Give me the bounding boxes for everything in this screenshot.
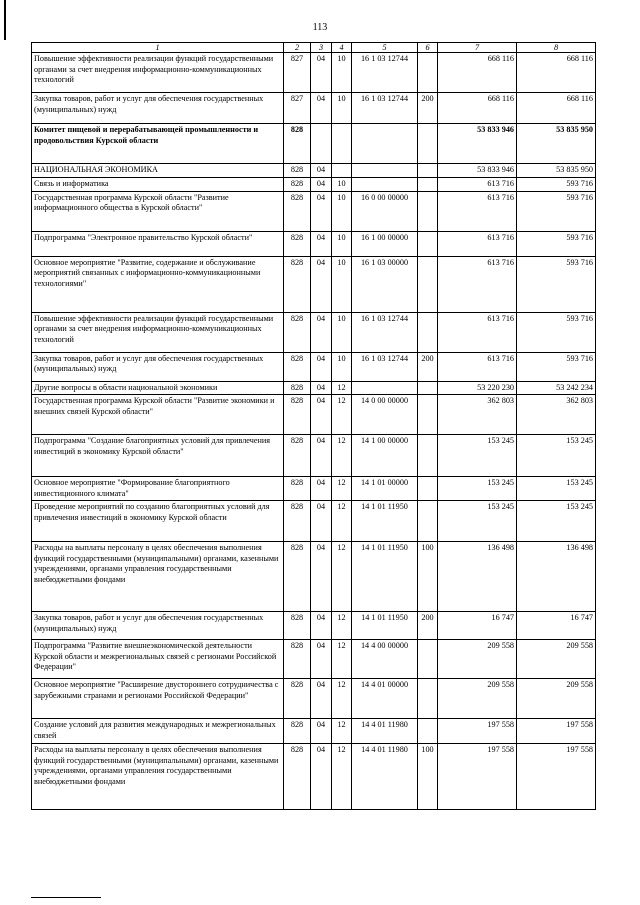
table-row — [32, 719, 596, 744]
row-subsection: 10 — [332, 312, 352, 352]
row-expense-type — [418, 256, 438, 312]
row-amount-year2: 668 116 — [517, 93, 596, 124]
row-admin-code: 828 — [284, 231, 311, 256]
row-amount-year1: 668 116 — [438, 53, 517, 93]
row-expense-type — [418, 178, 438, 192]
row-section: 04 — [311, 53, 332, 93]
row-target-article: 14 4 00 00000 — [352, 640, 418, 679]
row-amount-year1: 53 833 946 — [438, 164, 517, 178]
row-admin-code: 828 — [284, 178, 311, 192]
row-target-article: 16 1 03 12744 — [352, 53, 418, 93]
row-target-article — [352, 124, 418, 164]
row-amount-year1: 209 558 — [438, 679, 517, 719]
table-row — [32, 501, 596, 542]
row-section: 04 — [311, 352, 332, 381]
row-amount-year1: 53 220 230 — [438, 381, 517, 395]
row-section: 04 — [311, 312, 332, 352]
row-target-article — [352, 178, 418, 192]
row-expense-type: 100 — [418, 744, 438, 810]
row-expense-type — [418, 719, 438, 744]
row-amount-year2: 209 558 — [517, 640, 596, 679]
row-section: 04 — [311, 256, 332, 312]
row-amount-year1: 53 833 946 — [438, 124, 517, 164]
row-name: Расходы на выплаты персоналу в целях обеспечения выполнения функций государственными (муниципальными) органами, казенными учреждениями, органами управления государственными внебюджетными фондами — [32, 542, 284, 612]
column-header: 1 — [32, 43, 284, 53]
row-subsection: 10 — [332, 93, 352, 124]
row-amount-year2: 362 803 — [517, 395, 596, 435]
row-expense-type — [418, 435, 438, 477]
row-subsection: 12 — [332, 435, 352, 477]
row-subsection: 10 — [332, 53, 352, 93]
row-target-article: 16 1 03 12744 — [352, 312, 418, 352]
row-amount-year2: 53 835 950 — [517, 124, 596, 164]
column-header: 5 — [352, 43, 418, 53]
row-subsection: 12 — [332, 640, 352, 679]
row-amount-year2: 593 716 — [517, 231, 596, 256]
row-amount-year1: 153 245 — [438, 435, 517, 477]
table-row — [32, 191, 596, 231]
row-name: Основное мероприятие "Развитие, содержание и обслуживание мероприятий связанных с информационно-коммуникационными технологиями" — [32, 256, 284, 312]
row-amount-year2: 53 835 950 — [517, 164, 596, 178]
row-section: 04 — [311, 435, 332, 477]
row-subsection: 12 — [332, 744, 352, 810]
row-target-article: 16 1 03 12744 — [352, 93, 418, 124]
row-name: Подпрограмма "Создание благоприятных условий для привлечения инвестиций в экономику Курской области" — [32, 435, 284, 477]
row-amount-year1: 613 716 — [438, 178, 517, 192]
row-admin-code: 828 — [284, 352, 311, 381]
row-admin-code: 827 — [284, 53, 311, 93]
row-subsection: 10 — [332, 231, 352, 256]
row-admin-code: 828 — [284, 679, 311, 719]
row-amount-year2: 197 558 — [517, 719, 596, 744]
row-expense-type: 200 — [418, 612, 438, 640]
row-expense-type — [418, 191, 438, 231]
row-subsection — [332, 164, 352, 178]
table-header-row — [32, 43, 596, 53]
row-amount-year1: 613 716 — [438, 191, 517, 231]
row-expense-type — [418, 501, 438, 542]
row-amount-year1: 136 498 — [438, 542, 517, 612]
row-target-article: 14 1 01 11950 — [352, 501, 418, 542]
row-admin-code: 828 — [284, 124, 311, 164]
row-admin-code: 828 — [284, 435, 311, 477]
budget-table — [31, 42, 596, 810]
column-header: 2 — [284, 43, 311, 53]
row-amount-year2: 136 498 — [517, 542, 596, 612]
row-amount-year2: 668 116 — [517, 53, 596, 93]
row-amount-year1: 153 245 — [438, 501, 517, 542]
table-row — [32, 124, 596, 164]
row-name: Связь и информатика — [32, 178, 284, 192]
table-row — [32, 395, 596, 435]
row-subsection: 12 — [332, 477, 352, 501]
footer-rule — [31, 897, 101, 898]
table-row — [32, 640, 596, 679]
row-amount-year1: 613 716 — [438, 352, 517, 381]
row-amount-year1: 613 716 — [438, 312, 517, 352]
row-amount-year2: 153 245 — [517, 477, 596, 501]
row-name: Государственная программа Курской области "Развитие информационного общества в Курской области" — [32, 191, 284, 231]
row-section: 04 — [311, 744, 332, 810]
left-margin-line — [4, 0, 6, 40]
row-admin-code: 828 — [284, 719, 311, 744]
row-amount-year2: 593 716 — [517, 256, 596, 312]
row-target-article: 16 1 03 12744 — [352, 352, 418, 381]
row-target-article: 14 1 01 11950 — [352, 612, 418, 640]
row-section: 04 — [311, 164, 332, 178]
row-name: Подпрограмма "Развитие внешнеэкономической деятельности Курской области и межрегиональных связей с регионами Российской Федерации" — [32, 640, 284, 679]
row-admin-code: 828 — [284, 381, 311, 395]
row-name: Повышение эффективности реализации функций государственными органами за счет внедрения информационно-коммуникационных технологий — [32, 53, 284, 93]
row-name: Закупка товаров, работ и услуг для обеспечения государственных (муниципальных) нужд — [32, 612, 284, 640]
row-admin-code: 828 — [284, 164, 311, 178]
row-name: Повышение эффективности реализации функций государственными органами за счет внедрения информационно-коммуникационных технологий — [32, 312, 284, 352]
column-header: 4 — [332, 43, 352, 53]
row-section: 04 — [311, 231, 332, 256]
row-target-article: 16 1 00 00000 — [352, 231, 418, 256]
row-amount-year1: 209 558 — [438, 640, 517, 679]
row-subsection: 12 — [332, 719, 352, 744]
row-subsection: 12 — [332, 501, 352, 542]
row-admin-code: 828 — [284, 395, 311, 435]
page-number: 113 — [312, 22, 328, 33]
row-name: Другие вопросы в области национальной экономики — [32, 381, 284, 395]
column-header: 6 — [418, 43, 438, 53]
row-section: 04 — [311, 679, 332, 719]
row-expense-type: 200 — [418, 93, 438, 124]
row-section: 04 — [311, 501, 332, 542]
row-admin-code: 828 — [284, 542, 311, 612]
row-expense-type — [418, 53, 438, 93]
row-amount-year2: 197 558 — [517, 744, 596, 810]
row-amount-year2: 153 245 — [517, 501, 596, 542]
row-amount-year1: 153 245 — [438, 477, 517, 501]
row-amount-year2: 593 716 — [517, 312, 596, 352]
row-target-article: 14 0 00 00000 — [352, 395, 418, 435]
row-amount-year1: 16 747 — [438, 612, 517, 640]
row-name: Основное мероприятие "Расширение двустороннего сотрудничества с зарубежными странами и регионами Российской Федерации" — [32, 679, 284, 719]
row-subsection — [332, 124, 352, 164]
table-row — [32, 93, 596, 124]
column-header: 7 — [438, 43, 517, 53]
row-name: Закупка товаров, работ и услуг для обеспечения государственных (муниципальных) нужд — [32, 93, 284, 124]
row-expense-type — [418, 381, 438, 395]
row-amount-year1: 668 116 — [438, 93, 517, 124]
row-target-article: 14 1 01 11950 — [352, 542, 418, 612]
row-amount-year2: 53 242 234 — [517, 381, 596, 395]
row-amount-year1: 197 558 — [438, 744, 517, 810]
row-admin-code: 828 — [284, 612, 311, 640]
column-header: 8 — [517, 43, 596, 53]
row-subsection: 10 — [332, 191, 352, 231]
row-subsection: 12 — [332, 381, 352, 395]
row-name: Государственная программа Курской области "Развитие экономики и внешних связей Курской области" — [32, 395, 284, 435]
row-amount-year2: 593 716 — [517, 352, 596, 381]
row-name: Проведение мероприятий по созданию благоприятных условий для привлечения инвестиций в экономику Курской области — [32, 501, 284, 542]
row-section: 04 — [311, 477, 332, 501]
row-section: 04 — [311, 640, 332, 679]
row-name: Комитет пищевой и перерабатывающей промышленности и продовольствия Курской области — [32, 124, 284, 164]
row-subsection: 12 — [332, 542, 352, 612]
row-target-article: 14 1 01 00000 — [352, 477, 418, 501]
row-section: 04 — [311, 191, 332, 231]
table-row — [32, 477, 596, 501]
row-admin-code: 828 — [284, 256, 311, 312]
row-amount-year2: 209 558 — [517, 679, 596, 719]
table-row — [32, 381, 596, 395]
row-target-article — [352, 164, 418, 178]
table-row — [32, 312, 596, 352]
row-admin-code: 828 — [284, 191, 311, 231]
row-subsection: 10 — [332, 178, 352, 192]
row-subsection: 12 — [332, 395, 352, 435]
row-section: 04 — [311, 178, 332, 192]
row-name: НАЦИОНАЛЬНАЯ ЭКОНОМИКА — [32, 164, 284, 178]
row-name: Расходы на выплаты персоналу в целях обеспечения выполнения функций государственными (муниципальными) органами, казенными учреждениями, органами управления государственными внебюджетными фондами — [32, 744, 284, 810]
table-row — [32, 435, 596, 477]
row-admin-code: 828 — [284, 312, 311, 352]
row-target-article: 16 1 03 00000 — [352, 256, 418, 312]
table-row — [32, 679, 596, 719]
row-amount-year2: 593 716 — [517, 191, 596, 231]
row-target-article: 14 1 00 00000 — [352, 435, 418, 477]
row-admin-code: 828 — [284, 640, 311, 679]
row-admin-code: 828 — [284, 501, 311, 542]
row-name: Подпрограмма "Электронное правительство Курской области" — [32, 231, 284, 256]
column-header: 3 — [311, 43, 332, 53]
row-section — [311, 124, 332, 164]
table-row — [32, 542, 596, 612]
row-section: 04 — [311, 93, 332, 124]
row-target-article — [352, 381, 418, 395]
row-section: 04 — [311, 395, 332, 435]
row-name: Основное мероприятие "Формирование благоприятного инвестиционного климата" — [32, 477, 284, 501]
row-section: 04 — [311, 612, 332, 640]
row-admin-code: 828 — [284, 477, 311, 501]
table-row — [32, 352, 596, 381]
row-amount-year1: 613 716 — [438, 256, 517, 312]
row-amount-year2: 153 245 — [517, 435, 596, 477]
row-expense-type: 100 — [418, 542, 438, 612]
table-row — [32, 164, 596, 178]
row-expense-type — [418, 164, 438, 178]
table-row — [32, 231, 596, 256]
row-expense-type — [418, 231, 438, 256]
row-expense-type — [418, 640, 438, 679]
table-row — [32, 256, 596, 312]
table-row — [32, 612, 596, 640]
row-expense-type — [418, 124, 438, 164]
table-row — [32, 53, 596, 93]
table-row — [32, 744, 596, 810]
row-subsection: 12 — [332, 612, 352, 640]
row-admin-code: 828 — [284, 744, 311, 810]
row-section: 04 — [311, 542, 332, 612]
row-expense-type — [418, 477, 438, 501]
row-expense-type — [418, 312, 438, 352]
row-subsection: 10 — [332, 352, 352, 381]
row-admin-code: 827 — [284, 93, 311, 124]
row-amount-year1: 613 716 — [438, 231, 517, 256]
row-amount-year1: 362 803 — [438, 395, 517, 435]
row-amount-year1: 197 558 — [438, 719, 517, 744]
row-amount-year2: 16 747 — [517, 612, 596, 640]
row-subsection: 10 — [332, 256, 352, 312]
row-name: Создание условий для развития международных и межрегиональных связей — [32, 719, 284, 744]
row-section: 04 — [311, 719, 332, 744]
table-row — [32, 178, 596, 192]
row-subsection: 12 — [332, 679, 352, 719]
row-target-article: 14 4 01 11980 — [352, 719, 418, 744]
row-target-article: 14 4 01 11980 — [352, 744, 418, 810]
row-expense-type — [418, 395, 438, 435]
row-section: 04 — [311, 381, 332, 395]
row-target-article: 16 0 00 00000 — [352, 191, 418, 231]
row-expense-type: 200 — [418, 352, 438, 381]
row-target-article: 14 4 01 00000 — [352, 679, 418, 719]
row-expense-type — [418, 679, 438, 719]
row-amount-year2: 593 716 — [517, 178, 596, 192]
row-name: Закупка товаров, работ и услуг для обеспечения государственных (муниципальных) нужд — [32, 352, 284, 381]
